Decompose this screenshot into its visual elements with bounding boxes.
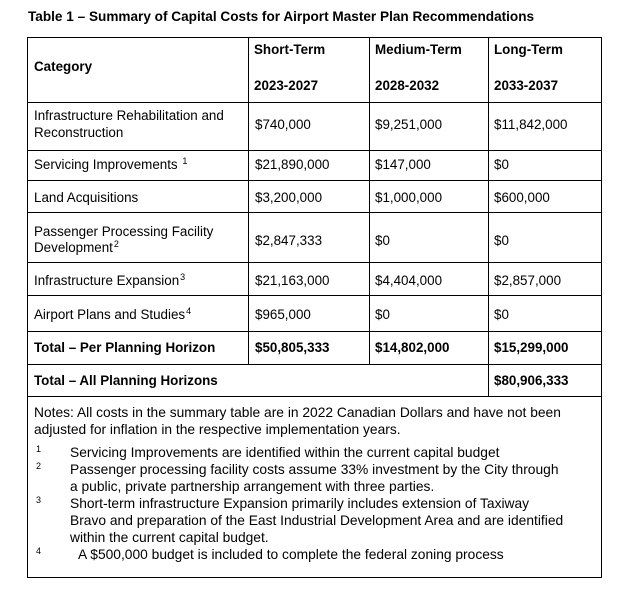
header-category: Category — [34, 59, 93, 74]
column-rule — [248, 37, 249, 364]
row-rule — [27, 364, 602, 365]
header-short-term-years: 2023-2027 — [254, 78, 319, 93]
cell-short-term: $3,200,000 — [255, 190, 323, 205]
footnote-text: Bravo and preparation of the East Industrial Development Area and are identified — [70, 513, 564, 528]
cell-short-term: $2,847,333 — [255, 233, 323, 248]
footnote-text: within the current capital budget. — [70, 530, 269, 545]
total-medium-term: $14,802,000 — [375, 340, 450, 355]
footnote-text: Passenger processing facility costs assume 33% investment by the City through — [70, 462, 559, 477]
row-category-label: Servicing Improvements — [34, 157, 178, 172]
cell-short-term: $965,000 — [255, 307, 311, 322]
row-rule — [27, 180, 602, 181]
footnote-text: Servicing Improvements are identified within the current capital budget — [70, 445, 500, 460]
cell-long-term: $11,842,000 — [494, 117, 568, 132]
row-category-label: Development — [34, 240, 113, 255]
footnote-mark: 4 — [36, 546, 42, 556]
cell-long-term: $0 — [494, 233, 509, 248]
table-caption: Table 1 – Summary of Capital Costs for Airport Master Plan Recommendations — [28, 9, 535, 24]
row-rule — [27, 295, 602, 296]
row-category-label: Infrastructure Expansion — [34, 273, 180, 288]
footnote-ref: 2 — [113, 239, 119, 249]
notes-top-rule — [27, 396, 602, 397]
header-short-term: Short-Term — [254, 42, 326, 57]
cell-medium-term: $0 — [375, 233, 390, 248]
footnote-text: Short-term infrastructure Expansion primarily includes extension of Taxiway — [70, 496, 530, 511]
cell-long-term: $2,857,000 — [494, 273, 562, 288]
row-category: Passenger Processing Facility — [34, 224, 214, 239]
row-category-line2 — [34, 239, 119, 258]
header-long-term: Long-Term — [494, 42, 563, 57]
total-long-term: $15,299,000 — [494, 340, 569, 355]
row-category-label: Airport Plans and Studies — [34, 307, 186, 322]
cell-long-term: $0 — [494, 157, 509, 172]
cell-long-term: $0 — [494, 307, 509, 322]
footnote-mark: 1 — [36, 444, 42, 454]
cell-long-term: $600,000 — [494, 190, 550, 205]
row-rule — [27, 212, 602, 213]
notes-intro: Notes: All costs in the summary table are in 2022 Canadian Dollars and have not been — [34, 405, 561, 420]
row-category — [34, 272, 185, 291]
cell-medium-term: $147,000 — [375, 157, 431, 172]
row-category — [34, 306, 191, 325]
cell-short-term: $21,163,000 — [255, 273, 330, 288]
cell-medium-term: $9,251,000 — [375, 117, 443, 132]
row-category: Land Acquisitions — [34, 190, 139, 205]
total-all-horizons-label: Total – All Planning Horizons — [34, 373, 218, 388]
footnote-mark: 3 — [36, 495, 42, 505]
footnote-ref: 4 — [186, 306, 192, 316]
header-bottom-rule — [27, 102, 602, 103]
total-short-term: $50,805,333 — [255, 340, 330, 355]
cell-short-term: $21,890,000 — [255, 157, 330, 172]
footnote-text: a public, private partnership arrangement with three parties. — [70, 479, 435, 494]
total-per-horizon-label: Total – Per Planning Horizon — [34, 340, 216, 355]
cell-medium-term: $0 — [375, 307, 390, 322]
cell-medium-term: $1,000,000 — [375, 190, 443, 205]
row-category — [34, 156, 187, 175]
row-category: Infrastructure Rehabilitation and — [34, 108, 224, 123]
footnote-ref: 3 — [180, 272, 186, 282]
header-medium-term: Medium-Term — [375, 42, 462, 57]
header-long-term-years: 2033-2037 — [494, 78, 559, 93]
header-medium-term-years: 2028-2032 — [375, 78, 440, 93]
footnote-mark: 2 — [36, 461, 42, 471]
row-rule — [27, 331, 602, 332]
column-rule — [369, 37, 370, 364]
cell-short-term: $740,000 — [255, 117, 311, 132]
total-all-horizons-value: $80,906,333 — [494, 373, 569, 388]
row-rule — [27, 150, 602, 151]
cell-medium-term: $4,404,000 — [375, 273, 443, 288]
footnote-text: A $500,000 budget is included to complete the federal zoning process — [78, 547, 504, 562]
footnote-ref: 1 — [182, 156, 188, 166]
row-rule — [27, 262, 602, 263]
row-category-line2: Reconstruction — [34, 125, 124, 140]
column-rule — [488, 37, 489, 397]
notes-intro-line2: adjusted for inflation in the respective implementation years. — [34, 422, 401, 437]
